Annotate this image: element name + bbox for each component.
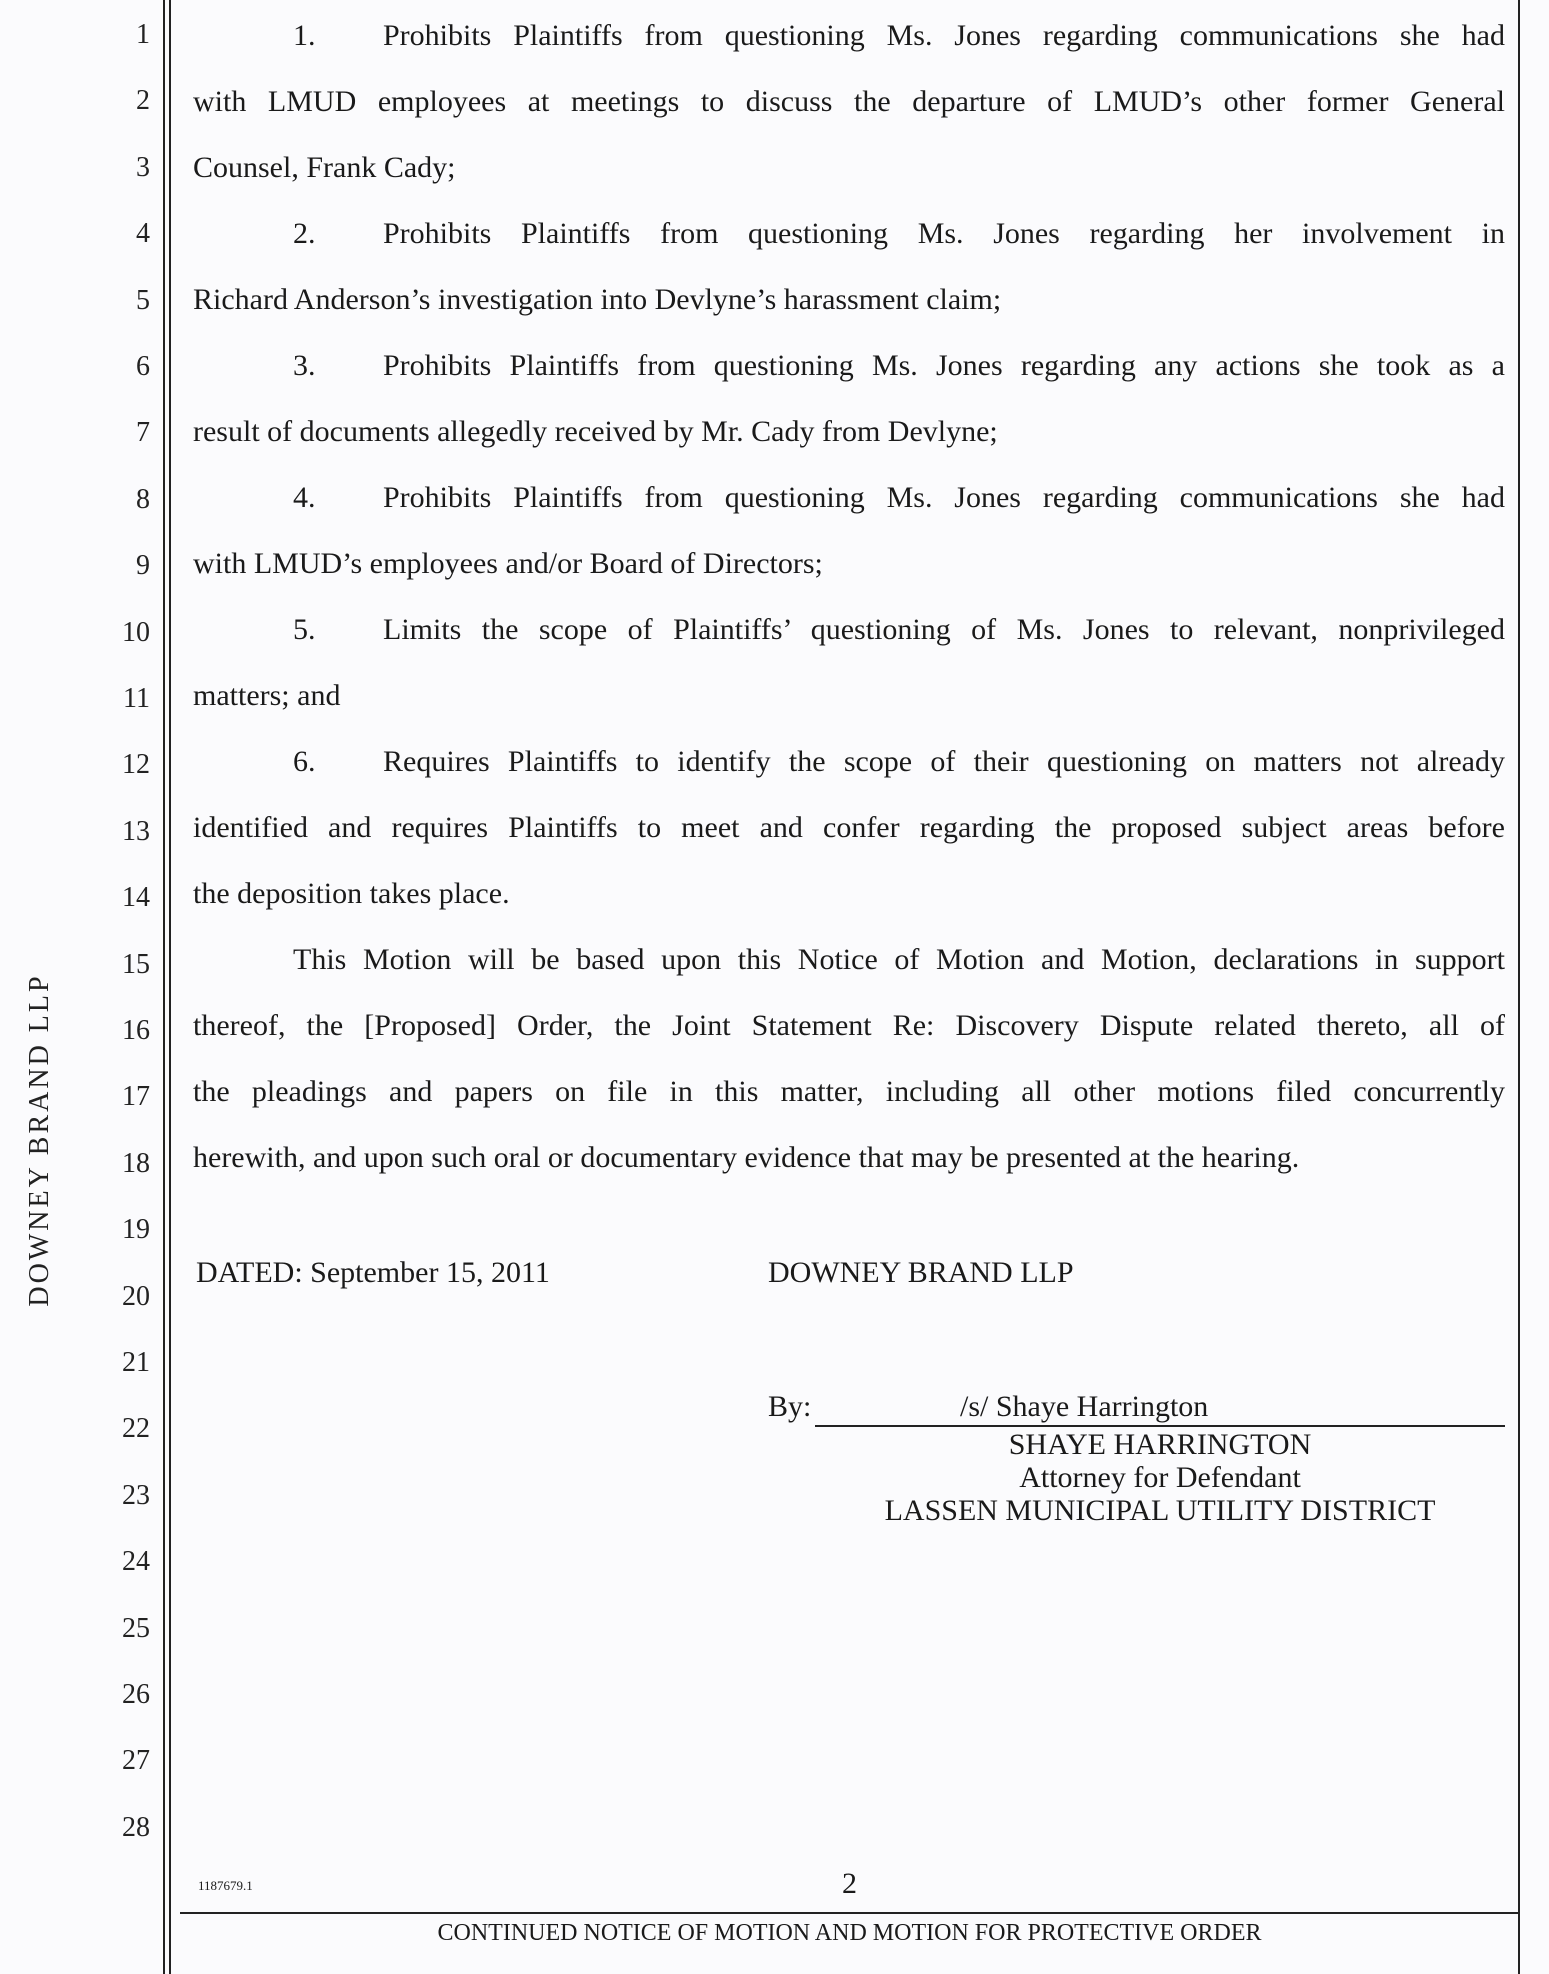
firm-name: DOWNEY BRAND LLP bbox=[768, 1256, 1074, 1289]
list-item bbox=[193, 465, 1505, 597]
item-text-continued: Richard Anderson’s investigation into Devlyne’s harassment claim; bbox=[193, 283, 1002, 316]
item-text-continued: Counsel, Frank Cady; bbox=[193, 151, 456, 184]
footer-rule-top bbox=[180, 1912, 1519, 1914]
line-number: 18 bbox=[122, 1147, 150, 1179]
item-text: Prohibits Plaintiffs from questioning Ms. Jones regarding communications she had bbox=[383, 481, 1505, 514]
list-item bbox=[193, 729, 1505, 927]
dated-line: DATED: September 15, 2011 bbox=[196, 1256, 550, 1289]
item-text: Requires Plaintiffs to identify the scope of their questioning on matters not already bbox=[383, 745, 1505, 778]
item-text-continued: the deposition takes place. bbox=[193, 877, 510, 910]
item-text-continued: with LMUD employees at meetings to discuss the departure of LMUD’s other former General bbox=[193, 85, 1505, 118]
signer-name: SHAYE HARRINGTON bbox=[1008, 1428, 1312, 1461]
right-margin-rule bbox=[1518, 0, 1520, 1974]
item-text-continued: identified and requires Plaintiffs to meet and confer regarding the proposed subject areas before bbox=[193, 811, 1505, 844]
line-number: 23 bbox=[122, 1479, 150, 1511]
line-number: 3 bbox=[136, 151, 150, 183]
list-item bbox=[193, 333, 1505, 465]
line-number: 9 bbox=[136, 550, 150, 582]
line-number: 24 bbox=[122, 1546, 150, 1578]
paragraph-line: thereof, the [Proposed] Order, the Joint Statement Re: Discovery Dispute related thereto, all of bbox=[193, 1009, 1505, 1042]
item-number: 6. bbox=[293, 745, 316, 778]
item-text: Prohibits Plaintiffs from questioning Ms. Jones regarding communications she had bbox=[383, 19, 1505, 52]
line-number: 8 bbox=[136, 483, 150, 515]
left-margin-rule-inner bbox=[169, 0, 171, 1974]
line-number: 13 bbox=[122, 815, 150, 847]
line-number: 12 bbox=[122, 749, 150, 781]
list-item bbox=[193, 201, 1505, 333]
list-item bbox=[193, 597, 1505, 729]
item-text-continued: with LMUD’s employees and/or Board of Directors; bbox=[193, 547, 823, 580]
paragraph-line: This Motion will be based upon this Notice of Motion and Motion, declarations in support bbox=[293, 943, 1505, 976]
signer-role: Attorney for Defendant bbox=[1019, 1461, 1301, 1494]
signature-line bbox=[815, 1425, 1505, 1427]
line-number: 14 bbox=[122, 882, 150, 914]
signer-block bbox=[880, 1428, 1440, 1527]
line-number: 20 bbox=[122, 1280, 150, 1312]
closing-paragraph bbox=[193, 927, 1505, 1191]
left-margin-rule-outer bbox=[163, 0, 165, 1974]
line-number: 10 bbox=[122, 616, 150, 648]
signature: /s/ Shaye Harrington bbox=[960, 1390, 1209, 1423]
item-text-continued: matters; and bbox=[193, 679, 341, 712]
line-number: 4 bbox=[136, 218, 150, 250]
item-number: 4. bbox=[293, 481, 316, 514]
paragraph-line: the pleadings and papers on file in this matter, including all other motions filed concurrently bbox=[193, 1075, 1505, 1108]
item-text: Limits the scope of Plaintiffs’ questioning of Ms. Jones to relevant, nonprivileged bbox=[383, 613, 1505, 646]
footer-title: CONTINUED NOTICE OF MOTION AND MOTION FOR PROTECTIVE ORDER bbox=[437, 1920, 1262, 1946]
document-id: 1187679.1 bbox=[198, 1878, 253, 1893]
line-number: 27 bbox=[122, 1745, 150, 1777]
line-number: 26 bbox=[122, 1679, 150, 1710]
line-number: 15 bbox=[122, 948, 150, 980]
item-number: 2. bbox=[293, 217, 316, 250]
page-number: 2 bbox=[842, 1867, 857, 1900]
list-item bbox=[193, 3, 1505, 201]
numbered-items bbox=[193, 3, 1505, 1191]
line-number: 22 bbox=[122, 1413, 150, 1445]
line-number: 1 bbox=[136, 19, 150, 50]
item-number: 3. bbox=[293, 349, 316, 382]
line-number: 16 bbox=[122, 1015, 150, 1046]
line-number: 11 bbox=[123, 683, 150, 714]
line-number: 25 bbox=[122, 1612, 150, 1644]
item-number: 5. bbox=[293, 613, 316, 646]
line-number: 17 bbox=[122, 1081, 150, 1113]
item-text: Prohibits Plaintiffs from questioning Ms. Jones regarding any actions she took as a bbox=[383, 349, 1505, 382]
item-text: Prohibits Plaintiffs from questioning Ms. Jones regarding her involvement in bbox=[383, 217, 1505, 250]
line-number: 6 bbox=[136, 351, 150, 382]
line-number: 2 bbox=[136, 85, 150, 117]
line-number: 5 bbox=[136, 284, 150, 316]
line-number: 7 bbox=[136, 417, 150, 449]
signer-client: LASSEN MUNICIPAL UTILITY DISTRICT bbox=[884, 1494, 1436, 1527]
paragraph-line: herewith, and upon such oral or documentary evidence that may be presented at the hearing. bbox=[193, 1141, 1300, 1174]
line-number: 28 bbox=[122, 1811, 150, 1843]
sidebar-firm-name: DOWNEY BRAND LLP bbox=[24, 973, 55, 1307]
line-number: 19 bbox=[122, 1214, 150, 1246]
item-number: 1. bbox=[293, 19, 316, 52]
item-text-continued: result of documents allegedly received by Mr. Cady from Devlyne; bbox=[193, 415, 998, 448]
by-label: By: bbox=[768, 1390, 812, 1423]
line-number: 21 bbox=[122, 1347, 150, 1378]
